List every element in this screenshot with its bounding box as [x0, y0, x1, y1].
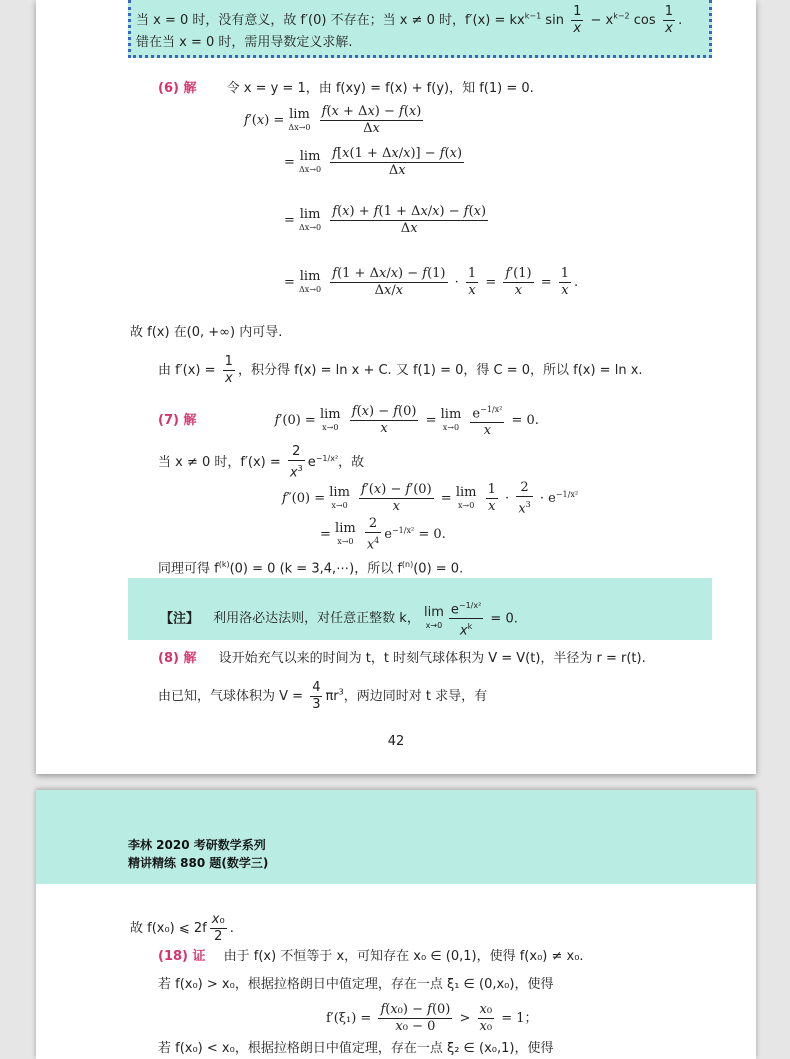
sol6-conclusion: 故 f(x) 在(0, +∞) 内可导.	[130, 325, 283, 340]
sol18-label: (18) 证	[158, 949, 206, 964]
top-note-line1: 当 x = 0 时，没有意义，故 f′(0) 不存在；当 x ≠ 0 时，$f'(x) = kx^{k-1}$ sin $\frac{1}{x}$ − $x^{k-2}$ cos $\frac{1}{x}$ .	[136, 4, 683, 36]
note-line: 【注】 利用洛必达法则，对任意正整数 k， lim x→0 $\frac{e^{-1/x^2}}{x^k}$ = 0.	[160, 598, 518, 640]
sol6-eq1: f′(x) = lim Δx→0 $\frac{f(x + \Delta x) - f(x)}{\Delta x}$	[244, 104, 422, 136]
sol18-line1: (18) 证 由于 f(x) 不恒等于 x，可知存在 x₀ ∈ (0,1)，使得 f(x₀) ≠ x₀.	[158, 949, 584, 964]
sol7-eq1: (7) 解 f′(0) = lim x→0 $\frac{f(x) - f(0)}{x}$ = lim x→0 $\frac{e^{-1/x^2}}{x}$ = 0.	[158, 402, 539, 439]
sol6-eq2: = lim Δx→0 $\frac{f[x(1 + \Delta x/x)] - f(x)}{\Delta x}$	[284, 146, 463, 178]
sol8-label: (8) 解	[158, 651, 197, 666]
series-title: 李林 2020 考研数学系列	[128, 838, 266, 852]
sol7-similar: 同理可得 $f^{(k)}(0) = 0$ (k = 3,4,⋯)，所以 $f^{(n)}(0) = 0$.	[158, 560, 464, 577]
line-conclusion: 故 f(x₀) ⩽ 2f $\frac{\text{x₀}}{2}$ .	[130, 912, 234, 944]
sol7-eq2: f″(0) = lim x→0 $\frac{f'(x) - f'(0)}{x}$ = lim x→0 $\frac{1}{x}$ · $\frac{2}{x^3}$ · $e^{-1/x^2}$	[282, 480, 579, 517]
sol7-when: 当 x ≠ 0 时，f′(x) = $\frac{2}{x^3}$ $e^{-1/x^2}$，故	[158, 444, 365, 481]
sol6-intro: (6) 解 令 x = y = 1，由 f(xy) = f(x) + f(y)，知 f(1) = 0.	[158, 81, 534, 96]
sol6-label: (6) 解	[158, 81, 197, 96]
page-42	[36, 0, 756, 774]
sol8-line1: (8) 解 设开始充气以来的时间为 t，t 时刻气球体积为 V = V(t)，半径为 r = r(t).	[158, 651, 646, 666]
sol18-line3: 若 f(x₀) < x₀，根据拉格朗日中值定理，存在一点 ξ₂ ∈ (x₀,1)，使得	[158, 1041, 554, 1056]
page-number: 42	[387, 734, 405, 749]
sol8-line2: 由已知，气球体积为 V = $\frac{4}{3}$ $\pi r^3$，两边同时对 t 求导，有	[158, 680, 488, 712]
sol6-eq4: = lim Δx→0 $\frac{f(1 + \Delta x/x) - f(1)}{\Delta x/x}$ · $\frac{1}{x}$ = $\frac{f'(1)}{x}$ = $\frac{1}{x}$ .	[284, 266, 579, 298]
sol7-eq3: = lim x→0 $\frac{2}{x^4}$ $e^{-1/x^2} = 0$.	[320, 516, 446, 553]
sol6-eq3: = lim Δx→0 $\frac{f(x) + f(1 + \Delta x/x) - f(x)}{\Delta x}$	[284, 204, 487, 236]
sol18-eq: f′(ξ₁) = $\frac{\text{f(x₀) − f(0)}}{\text{x₀ − 0}}$ > $\frac{\text{x₀}}{\text{x₀}}$ = 1；	[326, 1002, 538, 1034]
sol6-integrate: 由 f′(x) = $\frac{1}{x}$ ，积分得 f(x) = ln x + C. 又 f(1) = 0，得 C = 0，所以 f(x) = ln x.	[158, 354, 643, 386]
page-next	[36, 790, 756, 1059]
sol7-label: (7) 解	[158, 413, 197, 429]
book-title: 精讲精练 880 题(数学三)	[128, 856, 269, 870]
sol18-line2: 若 f(x₀) > x₀，根据拉格朗日中值定理，存在一点 ξ₁ ∈ (0,x₀)，使得	[158, 977, 554, 992]
top-note-line2: 错在当 x = 0 时，需用导数定义求解.	[136, 35, 353, 50]
note-label: 【注】	[160, 611, 200, 627]
